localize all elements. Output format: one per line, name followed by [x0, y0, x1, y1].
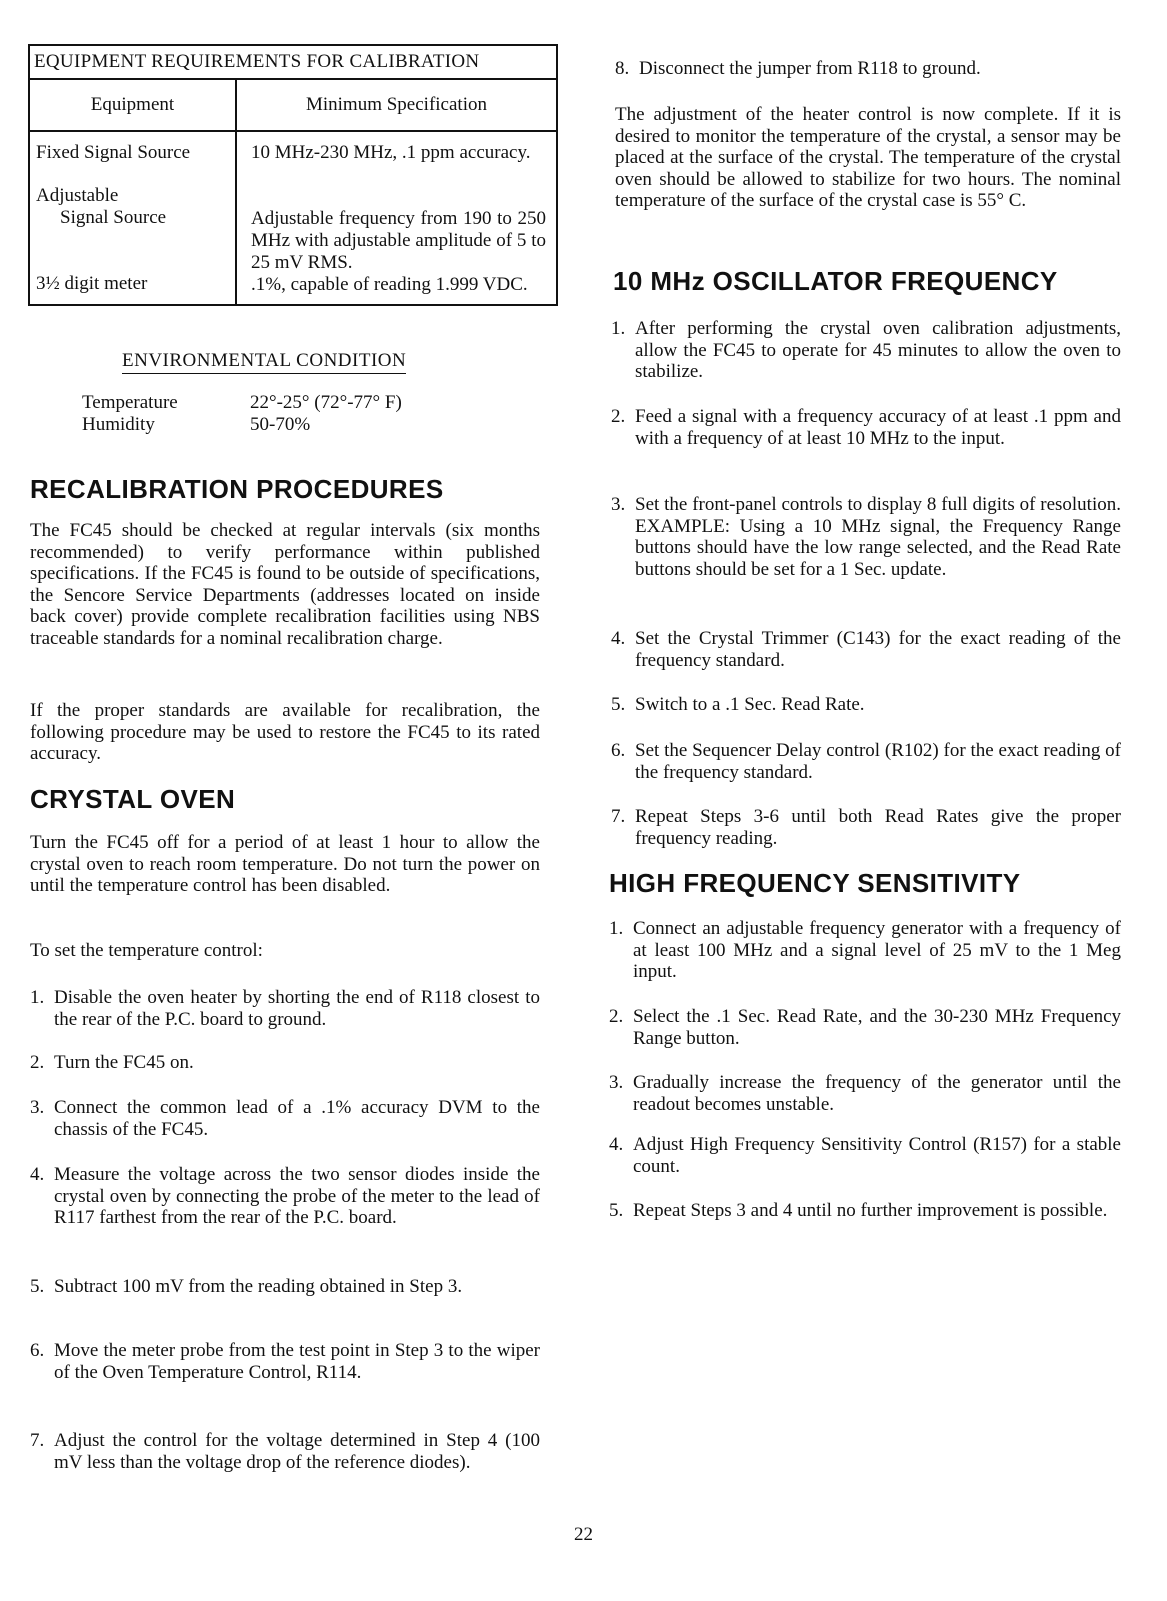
hf-step-5 [609, 1200, 1121, 1222]
step-number: 1. [609, 918, 624, 939]
osc-step-7 [611, 806, 1121, 849]
crystal-step-7 [30, 1430, 540, 1473]
step-text: Set the Crystal Trimmer (C143) for the exact reading of the frequency standard. [635, 628, 1121, 671]
hf-step-2 [609, 1006, 1121, 1049]
step-text: Connect the common lead of a .1% accuracy DVM to the chassis of the FC45. [54, 1097, 540, 1140]
table-title: EQUIPMENT REQUIREMENTS FOR CALIBRATION [30, 46, 556, 80]
column-header-equipment: Equipment [30, 80, 237, 130]
spec-adjustable-signal-source: Adjustable frequency from 190 to 250 MHz with adjustable amplitude of 5 to 25 mV RMS. [251, 208, 546, 273]
osc-step-4 [611, 628, 1121, 671]
step-text: Switch to a .1 Sec. Read Rate. [635, 694, 865, 715]
temperature-row [82, 392, 402, 414]
step-text: Measure the voltage across the two sensor diodes inside the crystal oven by connecting the probe of the meter to the lead of R117 farthest from the rear of the P.C. board. [54, 1164, 540, 1228]
hf-step-3 [609, 1072, 1121, 1115]
crystal-oven-paragraph-1: Turn the FC45 off for a period of at least 1 hour to allow the crystal oven to reach room temperature. Do not turn the power on until the temperature control has been disabled. [30, 832, 540, 896]
step-text: Adjust the control for the voltage determined in Step 4 (100 mV less than the voltage drop of the reference diodes). [54, 1430, 540, 1473]
column-header-specification: Minimum Specification [305, 94, 487, 115]
recalibration-paragraph-2: If the proper standards are available for recalibration, the following procedure may be used to restore the FC45 to its rated accuracy. [30, 700, 540, 764]
crystal-step-1 [30, 987, 540, 1030]
step-text: Select the .1 Sec. Read Rate, and the 30-230 MHz Frequency Range button. [633, 1006, 1121, 1049]
equipment-signal-source: Signal Source [60, 207, 167, 228]
step-number: 6. [611, 740, 626, 761]
crystal-step-4 [30, 1164, 540, 1229]
crystal-step-3 [30, 1097, 540, 1140]
crystal-oven-paragraph-3: The adjustment of the heater control is now complete. If it is desired to monitor the temperature of the crystal, a sensor may be placed at the surface of the crystal. The temperature of the crystal oven should be allowed to stabilize for two hours. The nominal temperature of the surface of the crystal case is 55° C. [615, 104, 1121, 211]
step-text: Disable the oven heater by shorting the end of R118 closest to the rear of the P.C. board to ground. [54, 987, 540, 1030]
step-text: Move the meter probe from the test point in Step 3 to the wiper of the Oven Temperature Control, R114. [54, 1340, 540, 1383]
step-number: 2. [609, 1006, 624, 1027]
spec-fixed-signal-source: 10 MHz-230 MHz, .1 ppm accuracy. [251, 142, 531, 163]
step-text: After performing the crystal oven calibration adjustments, allow the FC45 to operate for 45 minutes to allow the oven to stabilize. [635, 318, 1121, 382]
step-number: 6. [30, 1340, 45, 1361]
recalibration-heading: RECALIBRATION PROCEDURES [30, 474, 444, 504]
step-number: 5. [611, 694, 626, 715]
specification-column [237, 132, 556, 304]
step-text: Connect an adjustable frequency generator with a frequency of at least 100 MHz and a signal level of 25 mV to the 1 Meg input. [633, 918, 1121, 982]
equipment-digit-meter: 3½ digit meter [36, 273, 148, 294]
crystal-step-2 [30, 1052, 540, 1074]
equipment-column [30, 132, 237, 304]
step-number: 1. [611, 318, 626, 339]
step-number: 7. [30, 1430, 45, 1451]
high-frequency-sensitivity-heading: HIGH FREQUENCY SENSITIVITY [609, 868, 1021, 898]
crystal-step-6 [30, 1340, 540, 1383]
page-number: 22 [574, 1524, 593, 1545]
crystal-step-8 [615, 58, 1121, 80]
spec-digit-meter: .1%, capable of reading 1.999 VDC. [251, 274, 528, 295]
crystal-step-5 [30, 1276, 540, 1298]
step-number: 4. [611, 628, 626, 649]
osc-step-2 [611, 406, 1121, 449]
recalibration-paragraph-1: The FC45 should be checked at regular intervals (six months recommended) to verify performance within published specifications. If the FC45 is found to be outside of specifications, the Sencore Service Departments (addresses located on inside back cover) provide complete recalibration facilities using NBS traceable standards for a nominal recalibration charge. [30, 520, 540, 649]
step-text: Feed a signal with a frequency accuracy of at least .1 ppm and with a frequency of at least 10 MHz to the input. [635, 406, 1121, 449]
step-text: Gradually increase the frequency of the generator until the readout becomes unstable. [633, 1072, 1121, 1115]
step-number: 1. [30, 987, 45, 1008]
temperature-value: 22°-25° (72°-77° F) [250, 392, 402, 413]
step-number: 2. [30, 1052, 45, 1073]
temperature-label: Temperature [82, 392, 178, 413]
step-text: Set the front-panel controls to display 8 full digits of resolution. EXAMPLE: Using a 10 MHz signal, the Frequency Range buttons should have the low range selected, and the Read Rate buttons should be set for a 1 Sec. update. [635, 494, 1121, 580]
step-number: 4. [609, 1134, 624, 1155]
osc-step-1 [611, 318, 1121, 383]
crystal-oven-paragraph-2: To set the temperature control: [30, 940, 263, 961]
step-text: Disconnect the jumper from R118 to ground. [639, 58, 981, 79]
step-number: 2. [611, 406, 626, 427]
step-number: 3. [30, 1097, 45, 1118]
equipment-adjustable: Adjustable [36, 185, 119, 206]
humidity-label: Humidity [82, 414, 155, 435]
step-number: 3. [611, 494, 626, 515]
step-text: Subtract 100 mV from the reading obtained in Step 3. [54, 1276, 463, 1297]
crystal-oven-heading: CRYSTAL OVEN [30, 784, 236, 814]
step-number: 7. [611, 806, 626, 827]
hf-step-1 [609, 918, 1121, 983]
humidity-value: 50-70% [250, 414, 311, 435]
step-text: Turn the FC45 on. [54, 1052, 194, 1073]
step-text: Adjust High Frequency Sensitivity Control (R157) for a stable count. [633, 1134, 1121, 1177]
step-text: Repeat Steps 3-6 until both Read Rates give the proper frequency reading. [635, 806, 1121, 849]
table-header-row [30, 80, 556, 132]
step-number: 8. [615, 58, 630, 79]
step-text: Repeat Steps 3 and 4 until no further improvement is possible. [633, 1200, 1108, 1221]
humidity-row [82, 414, 311, 436]
oscillator-frequency-heading: 10 MHz OSCILLATOR FREQUENCY [613, 266, 1058, 296]
equipment-fixed-signal-source: Fixed Signal Source [36, 142, 191, 163]
hf-step-4 [609, 1134, 1121, 1177]
equipment-requirements-table [28, 44, 558, 306]
step-number: 5. [30, 1276, 45, 1297]
step-text: Set the Sequencer Delay control (R102) for the exact reading of the frequency standard. [635, 740, 1121, 783]
table-body [30, 132, 556, 304]
osc-step-6 [611, 740, 1121, 783]
environmental-condition-title: ENVIRONMENTAL CONDITION [122, 350, 406, 374]
step-number: 4. [30, 1164, 45, 1185]
osc-step-5 [611, 694, 1121, 716]
step-number: 5. [609, 1200, 624, 1221]
osc-step-3 [611, 494, 1121, 580]
step-number: 3. [609, 1072, 624, 1093]
